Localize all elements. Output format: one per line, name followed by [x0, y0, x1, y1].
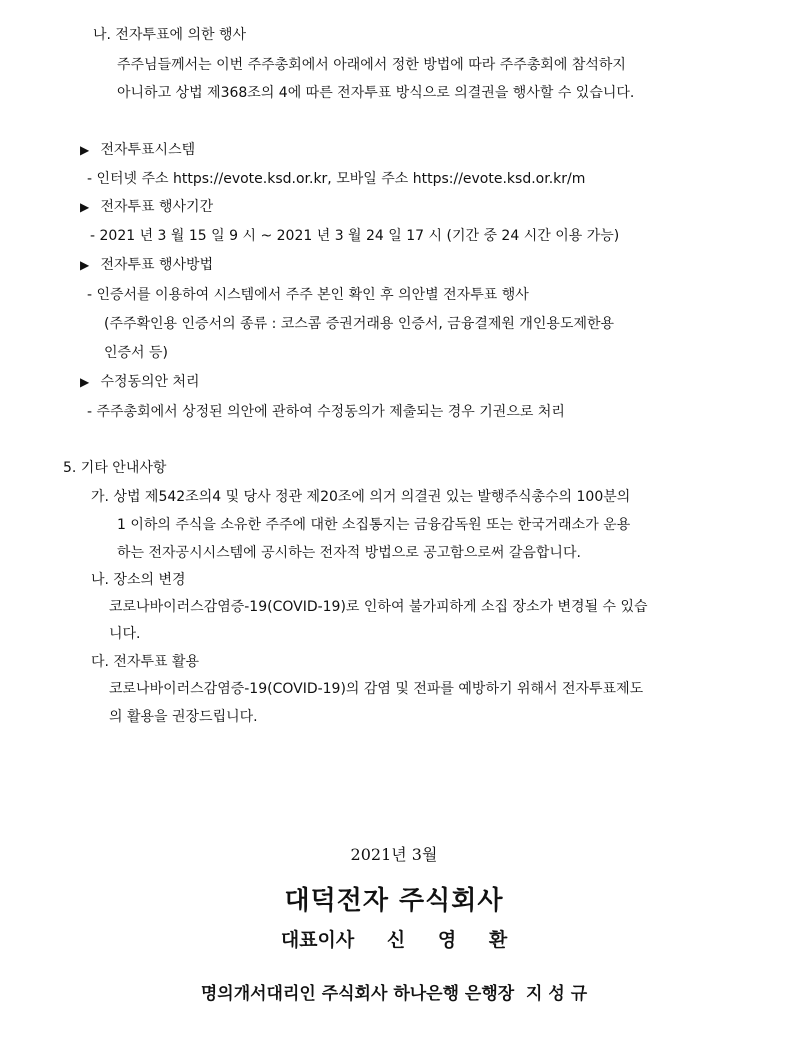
subsection-heading-electronic-voting: 나. 전자투표에 의한 행사: [93, 27, 247, 43]
transfer-agent-line: 명의개서대리인 주식회사 하나은행 은행장 지 성 규: [200, 984, 588, 1004]
bullet-title: 전자투표 행사방법: [100, 257, 214, 273]
ceo-title: 대표이사: [280, 929, 355, 951]
paragraph-line: 가. 상법 제542조의4 및 당사 정관 제20조에 의거 의결권 있는 발행주식총수의 100분의: [91, 489, 631, 505]
bullet-title: 전자투표시스템: [100, 142, 196, 158]
bullet-detail-line: (주주확인용 인증서의 종류 : 코스콤 증권거래용 인증서, 금융결제원 개인용도제한용: [104, 316, 615, 332]
bullet-item-period: [80, 197, 213, 217]
ceo-line: [0, 925, 788, 952]
paragraph-line: 하는 전자공시시스템에 공시하는 전자적 방법으로 공고함으로써 갈음합니다.: [117, 545, 581, 561]
section-heading-other-info: 5. 기타 안내사항: [63, 460, 167, 476]
bullet-item-system: [80, 140, 195, 160]
paragraph-line: 니다.: [109, 626, 141, 642]
bullet-detail-line: 인증서 등): [104, 345, 169, 361]
bullet-item-amendment: [80, 372, 200, 392]
subsection-heading-venue-change: 나. 장소의 변경: [91, 572, 186, 588]
paragraph-line: 아니하고 상법 제368조의 4에 따른 전자투표 방식으로 의결권을 행사할 수 있습니다.: [117, 85, 635, 101]
bullet-detail-line: - 인터넷 주소 https://evote.ksd.or.kr, 모바일 주소 https://evote.ksd.or.kr/m: [87, 171, 586, 187]
ceo-name-char: 환: [488, 929, 508, 951]
paragraph-line: 주주님들께서는 이번 주주총회에서 아래에서 정한 방법에 따라 주주총회에 참석하지: [117, 57, 626, 73]
bullet-detail-line: - 2021 년 3 월 15 일 9 시 ~ 2021 년 3 월 24 일 17 시 (기간 중 24 시간 이용 가능): [90, 228, 620, 244]
triangle-right-icon: ▶: [80, 143, 90, 157]
bullet-item-method: [80, 255, 213, 275]
ceo-name-char: 영: [437, 929, 457, 951]
bullet-title: 전자투표 행사기간: [100, 199, 214, 215]
triangle-right-icon: ▶: [80, 200, 90, 214]
bullet-detail-line: - 주주총회에서 상정된 의안에 관하여 수정동의가 제출되는 경우 기권으로 처리: [87, 404, 565, 420]
triangle-right-icon: ▶: [80, 258, 90, 272]
paragraph-line: 의 활용을 권장드립니다.: [109, 709, 258, 725]
paragraph-line: 코로나바이러스감염증-19(COVID-19)의 감염 및 전파를 예방하기 위해서 전자투표제도: [109, 681, 644, 697]
paragraph-line: 1 이하의 주식을 소유한 주주에 대한 소집통지는 금융감독원 또는 한국거래소가 운용: [117, 517, 631, 533]
subsection-heading-evote-use: 다. 전자투표 활용: [91, 654, 200, 670]
document-date: 2021년 3월: [350, 845, 438, 864]
bullet-detail-line: - 인증서를 이용하여 시스템에서 주주 본인 확인 후 의안별 전자투표 행사: [87, 287, 529, 303]
triangle-right-icon: ▶: [80, 375, 90, 389]
company-name: 대덕전자 주식회사: [284, 886, 504, 916]
ceo-name-char: 신: [386, 929, 406, 951]
paragraph-line: 코로나바이러스감염증-19(COVID-19)로 인하여 불가피하게 소집 장소가 변경될 수 있습: [109, 599, 648, 615]
bullet-title: 수정동의안 처리: [100, 374, 200, 390]
